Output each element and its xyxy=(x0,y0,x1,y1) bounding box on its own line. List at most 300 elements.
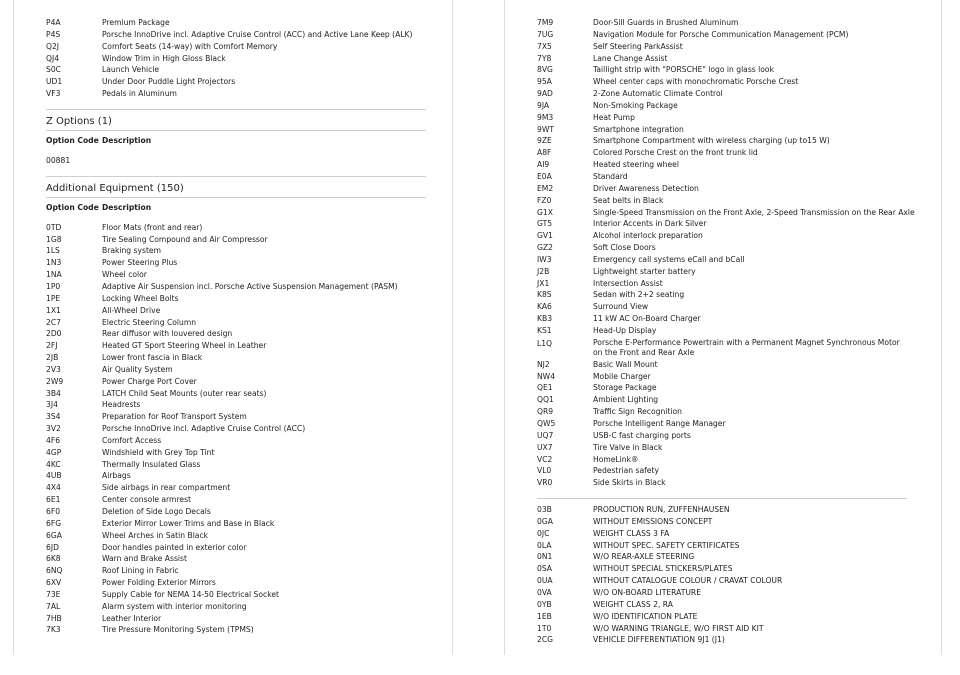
option-row xyxy=(537,406,907,418)
option-code: KB3 xyxy=(537,314,553,324)
option-row xyxy=(537,575,907,587)
option-row xyxy=(46,305,426,317)
option-row xyxy=(46,76,426,88)
option-row xyxy=(46,53,426,65)
option-row xyxy=(46,328,426,340)
option-row xyxy=(537,301,907,313)
option-description: Tire Valve in Black xyxy=(593,442,663,452)
option-code: J2B xyxy=(537,266,550,276)
option-code: QE1 xyxy=(537,383,553,393)
option-row xyxy=(46,470,426,482)
option-description: Power Folding Exterior Mirrors xyxy=(102,578,216,588)
option-description: Mobile Charger xyxy=(593,371,651,381)
option-description: Windshield with Grey Top Tint xyxy=(102,447,215,457)
option-description: 11 kW AC On-Board Charger xyxy=(593,314,701,324)
option-code: 7HB xyxy=(46,613,62,623)
option-row xyxy=(46,41,426,53)
option-description: Deletion of Side Logo Decals xyxy=(102,507,211,516)
option-code: GZ2 xyxy=(537,243,553,253)
option-description: Door handles painted in exterior color xyxy=(102,542,247,552)
option-code: 4F6 xyxy=(46,435,61,445)
option-row xyxy=(537,442,907,454)
option-description: Braking system xyxy=(102,246,161,256)
option-row xyxy=(46,340,426,352)
option-description: W/O WARNING TRIANGLE, W/O FIRST AID KIT xyxy=(593,623,764,633)
option-row xyxy=(537,540,907,552)
option-code: KS1 xyxy=(537,325,552,335)
option-description: Intersection Assist xyxy=(593,278,663,288)
option-description: Lower front fascia in Black xyxy=(102,353,203,363)
option-code: 1X1 xyxy=(46,305,61,315)
option-description: Seat belts in Black xyxy=(593,195,664,205)
option-description: HomeLink® xyxy=(593,454,639,464)
option-description: Launch Vehicle xyxy=(102,65,160,75)
option-description: W/O ON-BOARD LITERATURE xyxy=(593,587,701,597)
option-code: 95A xyxy=(537,77,552,87)
option-description: Leather Interior xyxy=(102,613,162,623)
option-row xyxy=(537,371,907,383)
option-description: W/O REAR-AXLE STEERING xyxy=(593,552,695,562)
option-row xyxy=(46,613,426,625)
option-code: 0TD xyxy=(46,222,62,232)
option-description: Power Steering Plus xyxy=(102,258,178,268)
option-code: 9ZE xyxy=(537,136,552,146)
option-description: WEIGHT CLASS 3 FA xyxy=(593,528,670,538)
option-row xyxy=(46,64,426,76)
option-row xyxy=(46,222,426,234)
option-code: K8S xyxy=(537,290,552,300)
option-code: 7AL xyxy=(46,601,61,611)
option-description: WEIGHT CLASS 2, RA xyxy=(593,599,673,609)
option-code: 2C7 xyxy=(46,317,61,327)
option-code: E0A xyxy=(537,171,552,181)
option-row xyxy=(46,565,426,577)
option-code: 2W9 xyxy=(46,376,64,386)
option-description: Basic Wall Mount xyxy=(593,359,658,369)
option-description: Premium Package xyxy=(102,18,170,27)
option-code: 1PE xyxy=(46,293,61,303)
description-header: Description xyxy=(102,135,152,145)
option-row xyxy=(46,624,426,636)
option-row xyxy=(537,477,907,489)
option-code: 4GP xyxy=(46,447,62,457)
option-description: Smartphone integration xyxy=(593,124,684,134)
option-description: Wheel color xyxy=(102,270,147,280)
option-code: GT5 xyxy=(537,219,553,229)
option-row xyxy=(46,542,426,554)
left-top-list xyxy=(46,17,426,100)
option-code: VL0 xyxy=(537,466,552,476)
option-code: 2FJ xyxy=(46,341,58,351)
option-row xyxy=(46,530,426,542)
option-code: 3V2 xyxy=(46,424,61,434)
option-description: VEHICLE DIFFERENTIATION 9J1 (J1) xyxy=(593,635,725,645)
option-description: LATCH Child Seat Mounts (outer rear seats) xyxy=(102,388,267,398)
option-description: Adaptive Air Suspension incl. Porsche Active Suspension Management (PASM) xyxy=(102,281,398,291)
option-description: Tire Pressure Monitoring System (TPMS) xyxy=(102,625,254,635)
option-row xyxy=(46,257,426,269)
additional-equipment-header xyxy=(46,198,426,217)
page-border-right xyxy=(941,0,942,655)
option-code: GV1 xyxy=(537,231,553,241)
option-description: Side Skirts in Black xyxy=(593,478,666,488)
option-code: 0UA xyxy=(537,576,553,586)
option-code: P4A xyxy=(46,18,61,27)
option-row xyxy=(537,325,907,337)
option-code: P4S xyxy=(46,29,61,39)
option-description: WITHOUT EMISSIONS CONCEPT xyxy=(593,516,713,526)
option-code: 2D0 xyxy=(46,329,62,339)
option-row xyxy=(537,623,907,635)
left-column xyxy=(46,17,426,636)
option-row xyxy=(46,601,426,613)
option-code: S0C xyxy=(46,65,61,75)
option-description: Alarm system with interior monitoring xyxy=(102,601,247,611)
option-code: 1G8 xyxy=(46,234,62,244)
option-description: WITHOUT SPEC. SAFETY CERTIFICATES xyxy=(593,540,740,550)
option-code: VC2 xyxy=(537,454,553,464)
option-row xyxy=(46,155,426,167)
option-row xyxy=(537,195,907,207)
option-row xyxy=(537,611,907,623)
option-description: Head-Up Display xyxy=(593,325,657,335)
option-code: IW3 xyxy=(537,254,552,264)
option-code: 4X4 xyxy=(46,483,61,493)
option-description: W/O IDENTIFICATION PLATE xyxy=(593,611,698,621)
option-code: AI9 xyxy=(537,160,550,170)
option-code: VF3 xyxy=(46,89,61,99)
option-row xyxy=(46,553,426,565)
option-row xyxy=(537,465,907,477)
option-row xyxy=(537,207,915,219)
option-row xyxy=(46,17,426,29)
option-row xyxy=(537,17,907,29)
option-row xyxy=(537,147,907,159)
option-row xyxy=(537,587,907,599)
option-row xyxy=(46,245,426,257)
option-row xyxy=(537,563,907,575)
option-description: Under Door Puddle Light Projectors xyxy=(102,77,236,87)
option-code: NJ2 xyxy=(537,359,550,369)
option-row xyxy=(537,88,907,100)
option-code: 1EB xyxy=(537,611,552,621)
option-description: USB-C fast charging ports xyxy=(593,430,691,440)
option-code: UX7 xyxy=(537,442,553,452)
option-code: 6XV xyxy=(46,578,62,588)
option-row xyxy=(46,447,426,459)
option-code: NW4 xyxy=(537,371,556,381)
option-description: Thermally Insulated Glass xyxy=(102,459,201,469)
option-description: Power Charge Port Cover xyxy=(102,376,197,386)
option-description: Standard xyxy=(593,171,628,181)
option-code: 0YB xyxy=(537,599,552,609)
option-description: Supply Cable for NEMA 14-50 Electrical Socket xyxy=(102,589,279,599)
option-description: Colored Porsche Crest on the front trunk lid xyxy=(593,148,758,158)
option-code: 3S4 xyxy=(46,412,61,422)
option-code: 73E xyxy=(46,589,61,599)
option-code: 3B4 xyxy=(46,388,61,398)
option-description: WITHOUT SPECIAL STICKERS/PLATES xyxy=(593,564,733,574)
option-code: 6GA xyxy=(46,530,62,540)
option-description: Pedals in Aluminum xyxy=(102,89,177,99)
option-code: 6FG xyxy=(46,518,62,528)
option-row xyxy=(46,364,426,376)
option-row xyxy=(46,317,426,329)
option-code: 0LA xyxy=(537,540,552,550)
option-row xyxy=(46,577,426,589)
option-description: Locking Wheel Bolts xyxy=(102,293,179,303)
option-row xyxy=(537,394,907,406)
z-options-header xyxy=(46,131,426,150)
option-code: 0SA xyxy=(537,564,552,574)
option-row xyxy=(537,124,907,136)
option-description: PRODUCTION RUN, ZUFFENHAUSEN xyxy=(593,505,730,515)
option-description: Electric Steering Column xyxy=(102,317,197,327)
page-border-left xyxy=(13,0,14,655)
option-description: Taillight strip with "PORSCHE" logo in glass look xyxy=(593,65,774,75)
option-code: 6K8 xyxy=(46,554,61,564)
option-row xyxy=(537,112,907,124)
option-code: UD1 xyxy=(46,77,63,87)
option-row xyxy=(537,289,907,301)
option-code: VR0 xyxy=(537,478,553,488)
right-equipment-list xyxy=(537,17,915,489)
option-row xyxy=(46,234,426,246)
option-code: Q2J xyxy=(46,41,60,51)
option-description: Smartphone Compartment with wireless charging (up to15 W) xyxy=(593,136,830,146)
option-description: Porsche InnoDrive incl. Adaptive Cruise Control (ACC) xyxy=(102,424,306,434)
option-description: Heated GT Sport Steering Wheel in Leather xyxy=(102,341,267,351)
option-description: Interior Accents in Dark Silver xyxy=(593,219,707,229)
option-description: Sedan with 2+2 seating xyxy=(593,290,685,300)
option-description: Driver Awareness Detection xyxy=(593,183,699,193)
option-description: Side airbags in rear compartment xyxy=(102,483,231,493)
option-code: 6JD xyxy=(46,542,59,552)
option-description: Lightweight starter battery xyxy=(593,266,696,276)
option-row xyxy=(537,504,907,516)
option-description: Window Trim in High Gloss Black xyxy=(102,53,226,63)
option-description: Porsche InnoDrive incl. Adaptive Cruise Control (ACC) and Active Lane Keep (ALK) xyxy=(102,29,413,39)
option-description: Wheel center caps with monochromatic Porsche Crest xyxy=(593,77,799,87)
option-description: Soft Close Doors xyxy=(593,243,656,253)
option-row xyxy=(537,29,907,41)
option-row xyxy=(46,376,426,388)
right-column xyxy=(537,17,915,646)
option-row xyxy=(537,359,907,371)
option-description: WITHOUT CATALOGUE COLOUR / CRAVAT COLOUR xyxy=(593,576,783,586)
option-description: Comfort Seats (14-way) with Comfort Memory xyxy=(102,41,278,51)
option-description: Porsche E-Performance Powertrain with a Permanent Magnet Synchronous Motor on the Front and Rear Axle xyxy=(593,337,900,357)
option-row xyxy=(46,506,426,518)
option-row xyxy=(537,254,907,266)
option-row xyxy=(46,352,426,364)
option-code: 2CG xyxy=(537,635,554,645)
option-description: Self Steering ParkAssist xyxy=(593,41,683,51)
page-border-mid-right xyxy=(504,0,505,655)
option-row xyxy=(46,423,426,435)
option-code: 0GA xyxy=(537,516,553,526)
option-row xyxy=(537,171,907,183)
option-row xyxy=(46,589,426,601)
option-code: 9WT xyxy=(537,124,554,134)
option-description: Heated steering wheel xyxy=(593,160,679,170)
production-list xyxy=(537,504,907,646)
option-description: Traffic Sign Recognition xyxy=(593,407,682,417)
option-row xyxy=(537,266,907,278)
option-description xyxy=(102,155,426,167)
option-code: QW5 xyxy=(537,419,556,428)
description-header: Description xyxy=(102,202,152,212)
option-row xyxy=(537,135,907,147)
option-row xyxy=(537,242,907,254)
option-row xyxy=(46,399,426,411)
option-row xyxy=(537,454,907,466)
option-description: Heat Pump xyxy=(593,112,635,122)
option-description: Non-Smoking Package xyxy=(593,100,678,110)
option-code: 1LS xyxy=(46,246,60,256)
option-description: Door-Sill Guards in Brushed Aluminum xyxy=(593,18,739,27)
option-code: 7Y8 xyxy=(537,53,552,63)
option-code: 1N3 xyxy=(46,258,62,268)
option-code: 7UG xyxy=(537,29,554,39)
option-row xyxy=(46,88,426,100)
option-description: Navigation Module for Porsche Communication Management (PCM) xyxy=(593,29,849,39)
option-row xyxy=(537,313,907,325)
option-code: 0VA xyxy=(537,587,552,597)
option-row xyxy=(537,64,907,76)
option-description: Airbags xyxy=(102,471,131,481)
option-row xyxy=(46,459,426,471)
option-code: 6F0 xyxy=(46,507,61,516)
option-code: 2V3 xyxy=(46,364,61,374)
option-code: 3J4 xyxy=(46,400,58,410)
option-code: 2JB xyxy=(46,353,59,363)
option-description: Single-Speed Transmission on the Front Axle, 2-Speed Transmission on the Rear Axle xyxy=(593,207,915,217)
z-options-list xyxy=(46,155,426,167)
option-description: Alcohol interlock preparation xyxy=(593,231,703,241)
option-description: Preparation for Roof Transport System xyxy=(102,412,247,422)
option-row xyxy=(46,269,426,281)
option-row xyxy=(46,518,426,530)
option-description: Center console armrest xyxy=(102,495,192,505)
option-code: QJ4 xyxy=(46,53,60,63)
additional-equipment-title: Additional Equipment (150) xyxy=(46,182,184,194)
option-row xyxy=(537,516,907,528)
option-code-header: Option Code xyxy=(46,135,99,145)
option-description: Emergency call systems eCall and bCall xyxy=(593,254,745,264)
option-code: 1P0 xyxy=(46,281,61,291)
option-row xyxy=(46,29,426,41)
option-description: Ambient Lighting xyxy=(593,395,659,405)
option-row xyxy=(537,382,907,394)
option-row xyxy=(537,418,907,430)
option-description: Headrests xyxy=(102,400,141,410)
option-code: 7M9 xyxy=(537,18,554,27)
option-row xyxy=(537,100,907,112)
option-row xyxy=(537,528,907,540)
option-code: UQ7 xyxy=(537,430,554,440)
option-row xyxy=(46,482,426,494)
option-code: 9JA xyxy=(537,100,550,110)
page-border-mid-left xyxy=(452,0,453,655)
option-code: QQ1 xyxy=(537,395,554,405)
option-code: 1T0 xyxy=(537,623,552,633)
option-row xyxy=(537,53,907,65)
option-code: 0N1 xyxy=(537,552,553,562)
option-row xyxy=(537,599,907,611)
option-row xyxy=(46,293,426,305)
option-row xyxy=(46,388,426,400)
option-code: KA6 xyxy=(537,302,552,312)
option-description: 2-Zone Automatic Climate Control xyxy=(593,89,723,99)
option-code: 7K3 xyxy=(46,625,61,635)
option-description: Rear diffusor with louvered design xyxy=(102,329,233,339)
option-description: Roof Lining in Fabric xyxy=(102,566,179,576)
option-row xyxy=(537,230,907,242)
option-code: 00881 xyxy=(46,155,71,165)
option-description: Tire Sealing Compound and Air Compressor xyxy=(102,234,268,244)
option-row xyxy=(46,411,426,423)
option-code: L1Q xyxy=(537,338,553,348)
option-row xyxy=(46,435,426,447)
option-code: 4UB xyxy=(46,471,62,481)
option-row xyxy=(537,337,907,359)
option-description: Comfort Access xyxy=(102,435,162,445)
option-description: Pedestrian safety xyxy=(593,466,659,476)
option-code: 4KC xyxy=(46,459,61,469)
option-row xyxy=(537,183,907,195)
option-row xyxy=(537,159,907,171)
additional-equipment-list xyxy=(46,222,426,637)
option-description: Porsche Intelligent Range Manager xyxy=(593,419,726,428)
option-row xyxy=(537,634,907,646)
option-code: 8VG xyxy=(537,65,553,75)
option-description: Lane Change Assist xyxy=(593,53,668,63)
option-description: Surround View xyxy=(593,302,649,312)
option-row xyxy=(537,551,907,563)
option-code: 6NQ xyxy=(46,566,63,576)
option-code: 9M3 xyxy=(537,112,554,122)
option-code: JX1 xyxy=(537,278,550,288)
option-code: G1X xyxy=(537,207,553,217)
option-row xyxy=(46,494,426,506)
option-description: Exterior Mirror Lower Trims and Base in Black xyxy=(102,518,275,528)
option-code: 1NA xyxy=(46,270,62,280)
option-code: 0JC xyxy=(537,528,550,538)
option-row xyxy=(537,278,907,290)
option-description: Wheel Arches in Satin Black xyxy=(102,530,209,540)
z-options-title: Z Options (1) xyxy=(46,115,112,127)
option-code: FZ0 xyxy=(537,195,552,205)
option-row xyxy=(46,281,426,293)
option-description: Floor Mats (front and rear) xyxy=(102,222,203,232)
option-code: 6E1 xyxy=(46,495,61,505)
option-code: A8F xyxy=(537,148,552,158)
option-code: 7X5 xyxy=(537,41,552,51)
option-code: 9AD xyxy=(537,89,553,99)
option-row xyxy=(537,218,907,230)
option-row xyxy=(537,430,907,442)
option-code: 03B xyxy=(537,505,552,515)
option-row xyxy=(537,41,907,53)
option-description: Air Quality System xyxy=(102,364,173,374)
option-code-header: Option Code xyxy=(46,202,99,212)
option-description: All-Wheel Drive xyxy=(102,305,161,315)
option-code: QR9 xyxy=(537,407,554,417)
option-description: Storage Package xyxy=(593,383,657,393)
option-code: EM2 xyxy=(537,183,554,193)
option-row xyxy=(537,76,907,88)
